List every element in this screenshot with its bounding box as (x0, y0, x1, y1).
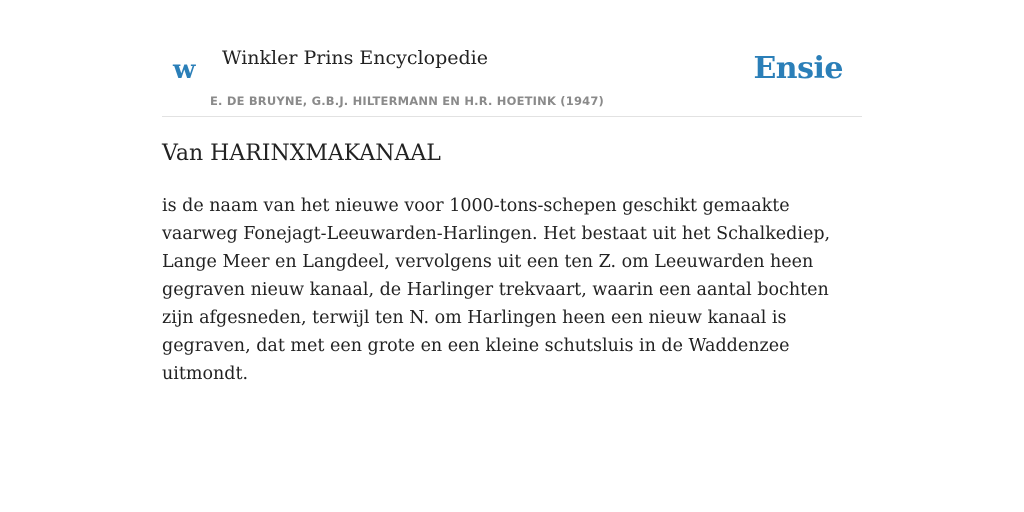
entry-body: is de naam van het nieuwe voor 1000-tons-schepen geschikt gemaakte vaarweg Fonejagt-Leeuwarden-Harlingen. Het bestaat uit het Schalkediep, Lange Meer en Langdeel, vervolgens uit een ten Z. om Leeuwarden heen gegraven nieuw kanaal, de Harlinger trekvaart, waarin een aantal bochten zijn afgesneden, terwijl ten N. om Harlingen heen een nieuw kanaal is gegraven, dat met een grote en een kleine schutsluis in de Waddenzee uitmondt. (162, 196, 831, 384)
brand-logo[interactable]: Ensie (753, 51, 843, 86)
source-title[interactable]: Winkler Prins Encyclopedie (222, 47, 488, 69)
entry-title: Van HARINXMAKANAAL (162, 141, 441, 166)
source-header (162, 0, 862, 117)
source-authors: E. DE BRUYNE, G.B.J. HILTERMANN EN H.R. HOETINK (1947) (210, 94, 605, 108)
source-logo-icon[interactable]: w (173, 55, 196, 85)
